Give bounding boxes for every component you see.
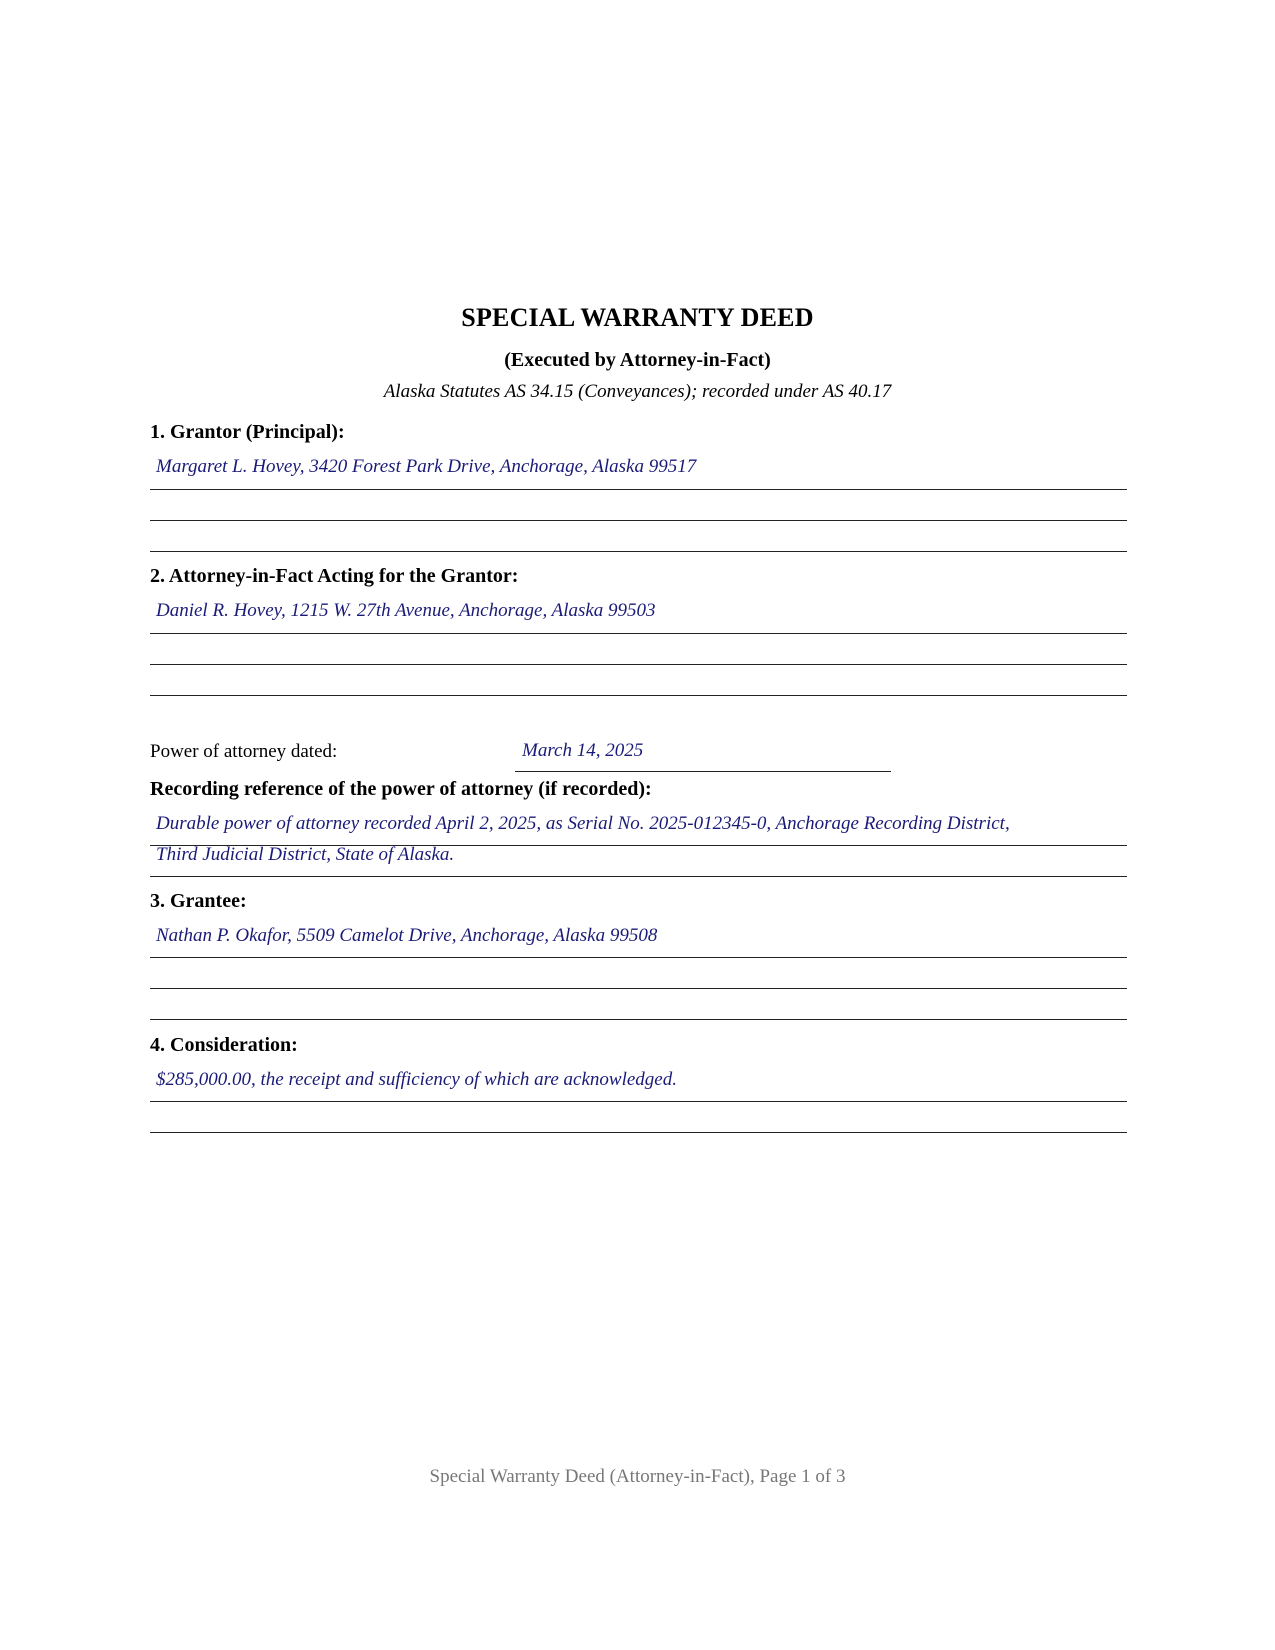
grantor-label: 1. Grantor (Principal): [150,421,345,443]
poa-recording-field-line-1[interactable]: Durable power of attorney recorded April 2, 2025, as Serial No. 2025-012345-0, Anchorage Recording District, [156,813,1010,834]
consideration-line-2 [150,1132,1127,1133]
poa-date-field[interactable]: March 14, 2025 [522,740,644,761]
poa-date-line [515,771,891,772]
grantee-line-2 [150,988,1127,989]
attorney-line-3 [150,695,1127,696]
grantor-line-1 [150,489,1127,490]
grantor-field[interactable]: Margaret L. Hovey, 3420 Forest Park Drive, Anchorage, Alaska 99517 [156,456,697,477]
statute-reference: Alaska Statutes AS 34.15 (Conveyances); recorded under AS 40.17 [383,381,892,402]
attorney-in-fact-label: 2. Attorney-in-Fact Acting for the Grantor: [150,565,519,587]
grantee-field[interactable]: Nathan P. Okafor, 5509 Camelot Drive, Anchorage, Alaska 99508 [156,925,658,946]
recording-line-2 [150,876,1127,877]
page-footer: Special Warranty Deed (Attorney-in-Fact), Page 1 of 3 [429,1466,846,1487]
attorney-line-1 [150,633,1127,634]
grantee-label: 3. Grantee: [150,890,247,912]
poa-recording-field-line-2[interactable]: Third Judicial District, State of Alaska. [156,844,455,865]
poa-recording-label: Recording reference of the power of attorney (if recorded): [150,778,652,800]
document-subtitle: (Executed by Attorney-in-Fact) [504,349,771,371]
attorney-in-fact-field[interactable]: Daniel R. Hovey, 1215 W. 27th Avenue, Anchorage, Alaska 99503 [156,600,656,621]
document-title: SPECIAL WARRANTY DEED [461,303,814,332]
consideration-field[interactable]: $285,000.00, the receipt and sufficiency of which are acknowledged. [156,1069,677,1090]
consideration-label: 4. Consideration: [150,1034,298,1056]
attorney-line-2 [150,664,1127,665]
consideration-line-1 [150,1101,1127,1102]
grantor-line-3 [150,551,1127,552]
grantee-line-3 [150,1019,1127,1020]
grantor-line-2 [150,520,1127,521]
poa-date-label: Power of attorney dated: [150,741,338,762]
grantee-line-1 [150,957,1127,958]
